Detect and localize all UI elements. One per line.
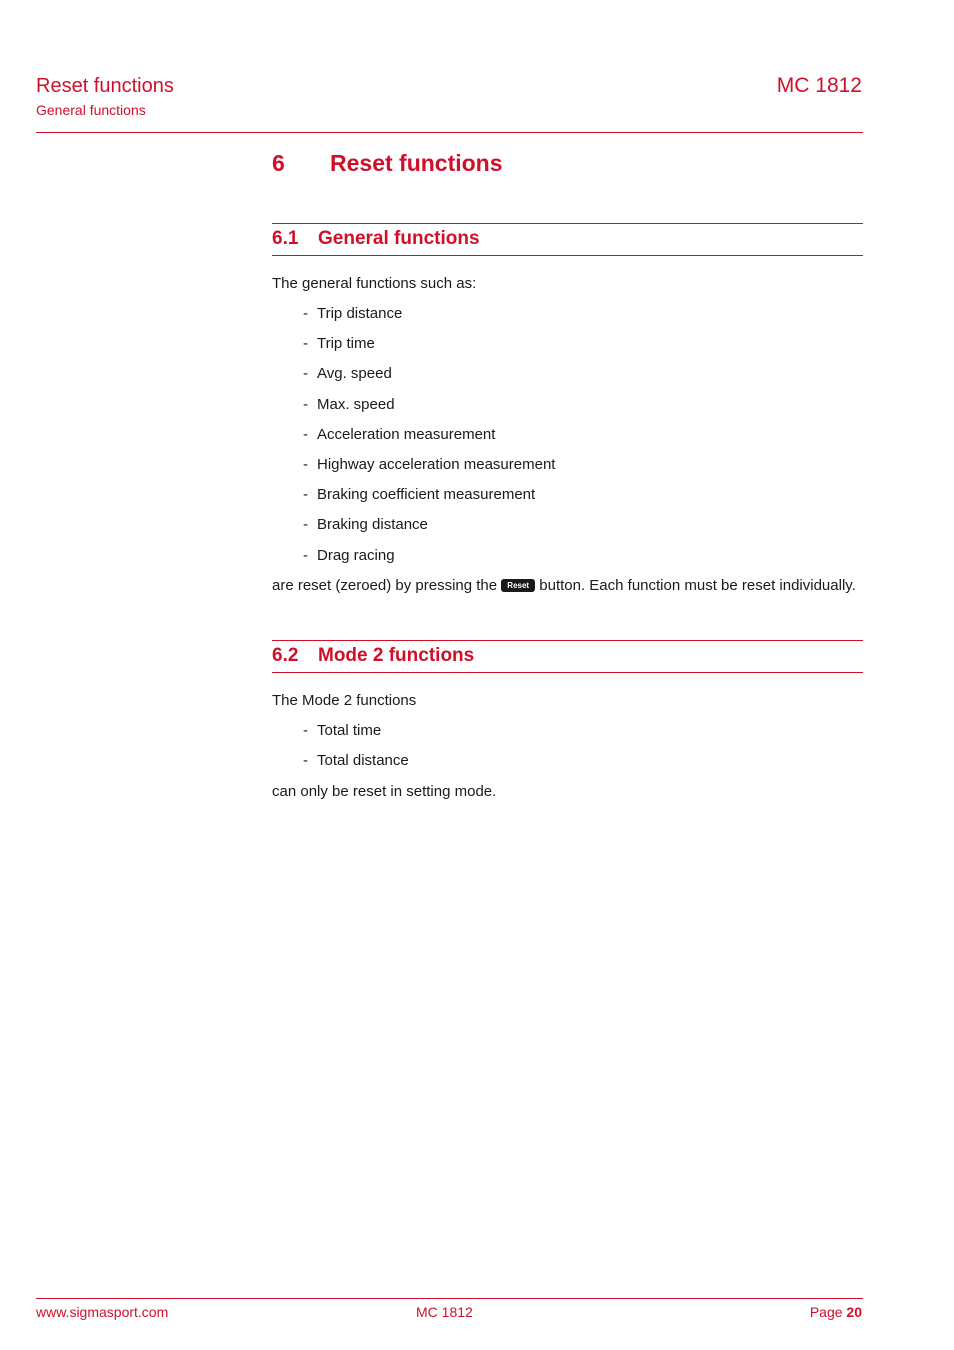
list-item [272,420,863,450]
header-subtitle: General functions [36,102,146,118]
chapter-heading [272,150,863,177]
page-number: 20 [846,1304,862,1320]
list-item-text: Acceleration measurement [317,425,496,443]
section-6-1-body [272,273,863,596]
list-item-text: Total distance [317,752,409,770]
section-heading-6-1 [272,223,863,256]
list-item-text: Highway acceleration measurement [317,455,556,473]
list-item-text: Braking coefficient measurement [317,486,536,504]
list-item [272,359,863,389]
list-item [272,510,863,540]
section-outro [272,575,863,596]
list-item-text: Total time [317,722,382,739]
reset-button-icon: Reset [501,579,535,592]
function-list [272,716,863,776]
section-title: Mode 2 functions [318,645,475,666]
dash-marker: - [303,455,308,473]
list-item [272,299,863,329]
chapter-title: Reset functions [330,150,503,176]
section-6-2-body [272,690,863,802]
footer-page [810,1304,862,1320]
dash-marker: - [303,516,308,534]
section-outro: can only be reset in setting mode. [272,783,497,801]
dash-marker: - [303,365,308,383]
section-intro: The general functions such as: [272,275,477,292]
section-intro: The Mode 2 functions [272,692,417,709]
section-number: 6.1 [272,228,299,249]
dash-marker: - [303,546,308,564]
list-item-text: Avg. speed [317,365,392,383]
dash-marker: - [303,752,308,770]
list-item-text: Drag racing [317,546,395,564]
list-item [272,480,863,510]
dash-marker: - [303,335,308,353]
header-title: Reset functions [36,75,174,97]
footer-model: MC 1812 [416,1304,473,1320]
page-label: Page [809,1304,843,1320]
dash-marker: - [303,722,308,739]
header-rule [36,132,863,133]
section-title: General functions [318,228,480,249]
list-item [272,541,863,571]
list-item-text: Trip time [317,335,375,353]
header-model: MC 1812 [776,74,862,97]
list-item [272,390,863,420]
list-item [272,450,863,480]
dash-marker: - [303,486,308,504]
list-item [272,329,863,359]
section-heading-6-2 [272,640,863,673]
dash-marker: - [303,425,308,443]
function-list [272,299,863,571]
chapter-number: 6 [272,150,285,176]
outro-text-before: are reset (zeroed) by pressing the [272,576,498,594]
dash-marker: - [303,305,308,322]
list-item-text: Braking distance [317,516,428,534]
footer-rule [36,1298,863,1299]
footer-website[interactable]: www.sigmasport.com [36,1304,169,1320]
list-item-text: Trip distance [317,305,403,322]
list-item-text: Max. speed [317,395,395,413]
list-item [272,716,863,746]
dash-marker: - [303,395,308,413]
list-item [272,746,863,776]
outro-text-after: button. Each function must be reset individually. [539,576,856,594]
section-number: 6.2 [272,645,299,666]
